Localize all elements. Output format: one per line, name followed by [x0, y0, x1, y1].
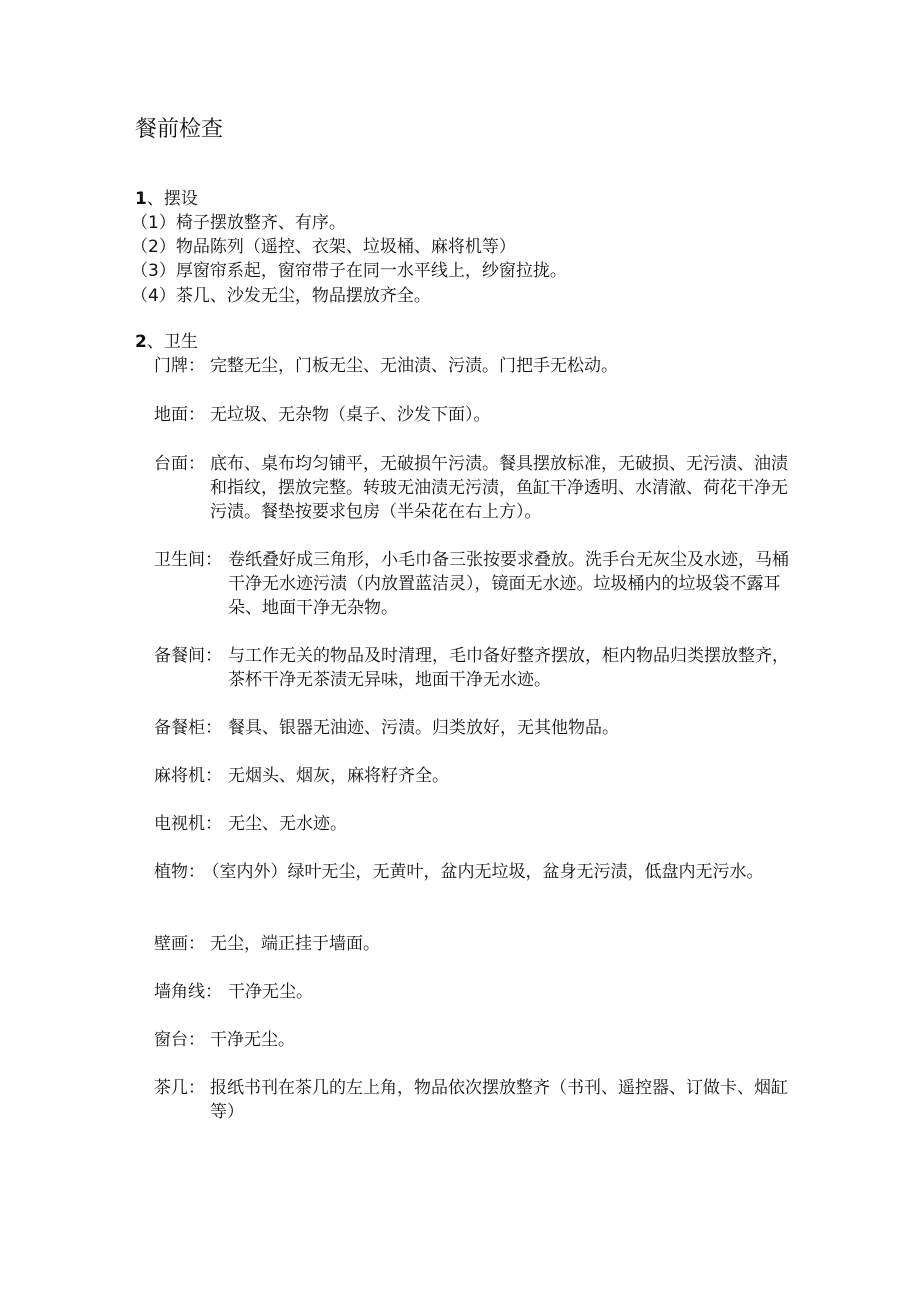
- section-2-heading: [135, 330, 198, 354]
- section-1-item: （4）茶几、沙发无尘，物品摆放齐全。: [131, 286, 431, 306]
- entry-text: （室内外）绿叶无尘，无黄叶，盆内无垃圾，盆身无污渍，低盘内无污水。: [211, 862, 764, 882]
- entry-text: 干净无尘。: [210, 1030, 295, 1050]
- entry-text: 无垃圾、无杂物（桌子、沙发下面）。: [210, 405, 491, 425]
- entry-text: 无尘、无水迹。: [228, 814, 347, 834]
- entry-text: 餐具、银器无油迹、污渍。归类放好，无其他物品。: [228, 718, 619, 738]
- entry-text: 完整无尘，门板无尘、无油渍、污渍。门把手无松动。: [210, 356, 618, 376]
- entry-label: 植物：: [154, 862, 205, 882]
- entry-label: 墙角线：: [154, 982, 222, 1002]
- section-1-item: （1）椅子摆放整齐、有序。: [131, 213, 346, 233]
- section-1-item: （2）物品陈列（遥控、衣架、垃圾桶、麻将机等）: [131, 237, 516, 257]
- hygiene-entry-restroom: [154, 548, 794, 620]
- section-2-number: 2: [135, 332, 147, 352]
- entry-label: 地面：: [154, 405, 205, 425]
- page-title: 餐前检查: [135, 117, 224, 142]
- entry-text: 无尘，端正挂于墙面。: [210, 934, 380, 954]
- entry-label: 窗台：: [154, 1030, 205, 1050]
- hygiene-entry-windowsill: [154, 1028, 794, 1052]
- section-1-number: 1: [135, 189, 147, 209]
- entry-label: 门牌：: [154, 356, 205, 376]
- hygiene-entry-wall-painting: [154, 932, 794, 956]
- entry-text: 与工作无关的物品及时清理，毛巾备好整齐摆放，柜内物品归类摆放整齐，茶杯干净无茶渍无异味，地面干净无水迹。: [228, 646, 789, 690]
- entry-label: 壁画：: [154, 934, 205, 954]
- section-1-title: 、摆设: [146, 189, 198, 209]
- entry-text: 卷纸叠好成三角形，小毛巾备三张按要求叠放。洗手台无灰尘及水迹，马桶干净无水迹污渍（内放置蓝洁灵），镜面无水迹。垃圾桶内的垃圾袋不露耳朵、地面干净无杂物。: [228, 550, 789, 618]
- entry-text: 报纸书刊在茶几的左上角，物品依次摆放整齐（书刊、遥控器、订做卡、烟缸等）: [210, 1078, 788, 1122]
- hygiene-entry-pantry: [154, 644, 794, 692]
- hygiene-entry-plants: [135, 860, 795, 908]
- entry-label: 茶几：: [154, 1078, 205, 1098]
- entry-text: 底布、桌布均匀铺平，无破损午污渍。餐具摆放标准，无破损、无污渍、油渍和指纹，摆放完整。转玻无油渍无污渍，鱼缸干净透明、水清澈、荷花干净无污渍。餐垫按要求包房（半朵花在右上方）。: [210, 454, 788, 522]
- hygiene-entry-sideboard: [154, 716, 794, 740]
- entry-label: 台面：: [154, 454, 205, 474]
- entry-text: 干净无尘。: [228, 982, 313, 1002]
- hygiene-entry-table: [154, 452, 794, 524]
- entry-label: 备餐柜：: [154, 718, 222, 738]
- hygiene-entry-mahjong-table: [154, 764, 794, 788]
- hygiene-entry-door-sign: [154, 354, 794, 378]
- hygiene-entry-floor: [154, 403, 794, 427]
- entry-label: 麻将机：: [154, 766, 222, 786]
- hygiene-entry-baseboard: [154, 980, 794, 1004]
- entry-label: 卫生间：: [154, 550, 222, 570]
- entry-label: 备餐间：: [154, 646, 222, 666]
- entry-text: 无烟头、烟灰，麻将籽齐全。: [228, 766, 449, 786]
- section-1-item: （3）厚窗帘系起，窗帘带子在同一水平线上，纱窗拉拢。: [131, 261, 567, 281]
- hygiene-entry-television: [154, 812, 794, 836]
- hygiene-entry-coffee-table: [154, 1076, 794, 1124]
- section-1-heading: [135, 187, 198, 211]
- section-2-title: 、卫生: [146, 332, 198, 352]
- entry-label: 电视机：: [154, 814, 222, 834]
